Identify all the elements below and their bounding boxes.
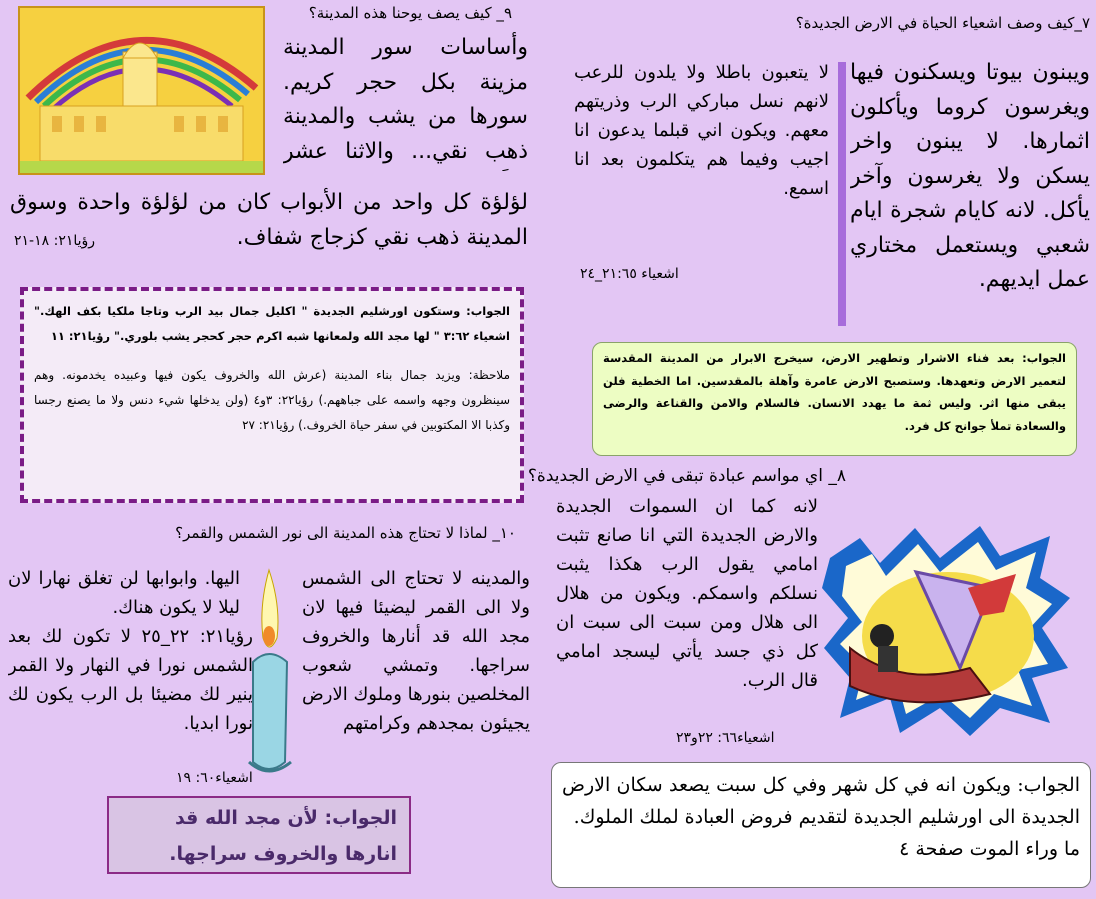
q8-answer-box (551, 762, 1091, 888)
q8-question: ٨_ اي مواسم عبادة تبقى في الارض الجديدة؟ (527, 466, 846, 486)
accent-bar (838, 62, 846, 326)
q10-answer-line2: انارها والخروف سراجها. (169, 843, 397, 865)
golden-city-image (18, 6, 265, 175)
q9-answer-box (20, 287, 524, 503)
q7-left-text: لا يتعبون باطلا ولا يلدون للرعب لانهم نسل مباركي الرب وذريتهم معهم. ويكون اني قبلما يدعون انا اجيب وفيما هم يتكلمون بعد انا اسمع. (574, 62, 829, 199)
candle-illustration (245, 566, 295, 780)
q10-ref: اشعياء٦٠: ١٩ (176, 770, 253, 786)
worship-illustration (820, 518, 1076, 740)
q8-source: ما وراء الموت صفحة ٤ (899, 838, 1080, 860)
q10-left-top: اليها. وابوابها لن تغلق نهارا لان ليلا لا يكون هناك. (8, 568, 240, 618)
q8-text: لانه كما ان السموات الجديدة والارض الجديدة التي انا صانع تثبت امامي يقول الرب هكذا يثبت نسلكم واسمكم. ويكون من هلال الى هلال ومن سبت الى سبت ان كل ذي جسد يأتي ليسجد امامي قال الرب. (556, 496, 818, 691)
q7-ref: اشعياء ٢١:٦٥_٢٤ (580, 266, 679, 282)
q10-answer-box (107, 796, 411, 874)
q9-ref: رؤيا٢١: ١٨-٢١ (14, 233, 96, 249)
q9-note: ملاحظة: ويزيد جمال بناء المدينة (عرش الله والخروف يكون فيها وعبيده يخدمونه. وهم سينظرون وجهه واسمه على جباههم.) رؤيا٢٢: ٣و٤ (ولن يدخلها شيء دنس ولا ما يصنع رجسا وكذبا الا المكتوبين في سفر حياة الخروف.) رؤيا٢١: ٢٧ (34, 368, 511, 432)
q8-ref: اشعياء٦٦: ٢٢و٢٣ (676, 730, 775, 746)
q7-right-text: ويبنون بيوتا ويسكنون فيها ويغرسون كروما ويأكلون اثمارها. لا يبنون واخر يسكن ولا يغرسون وآخر يأكل. لانه كايام شجرة ايام شعبي ويستعمل مختاري عمل ايديهم. (850, 60, 1090, 292)
q10-right-text: والمدينه لا تحتاج الى الشمس ولا الى القمر ليضيئا فيها لان مجد الله قد أنارها والخروف سراجها. وتمشي شعوب المخلصين بنورها وملوك الارض يجيئون بمجدهم وكرامتهم (302, 568, 530, 734)
q9-question: ٩_ كيف يصف يوحنا هذه المدينة؟ (308, 4, 512, 22)
q9-answer: الجواب: وستكون اورشليم الجديدة " اكليل جمال بيد الرب وتاجا ملكيا بكف الهك." اشعياء ٣:٦٢ " لها مجد الله ولمعانها شبه اكرم حجر كحجر يشب بلوري." رؤيا٢١: ١١ (34, 304, 510, 343)
q10-answer-line1: الجواب: لأن مجد الله قد (174, 807, 397, 829)
q10-left-mid: رؤيا٢١: ٢٢_٢٥ لا تكون لك بعد الشمس نورا في النهار ولا القمر ينير لك مضيئا بل الرب يكون لك نورا ابديا. (8, 626, 253, 734)
q10-question: ١٠_ لماذا لا تحتاج هذه المدينة الى نور الشمس والقمر؟ (175, 524, 516, 542)
q8-answer: الجواب: ويكون انه في كل شهر وفي كل سبت يصعد سكان الارض الجديدة الى اورشليم الجديدة لتقديم فروض العبادة لملك الملوك. (562, 774, 1080, 828)
q7-question: ٧_كيف وصف اشعياء الحياة في الارض الجديدة؟ (795, 14, 1090, 32)
q9-text-narrow: وأساسات سور المدينة مزينة بكل حجر كريم. سورها من يشب والمدينة ذهب نقي... والاثنا عشر (283, 35, 528, 164)
q7-answer: الجواب: بعد فناء الاشرار وتطهير الارض، سيخرج الابرار من المدينة المقدسة لتعمير الارض وتعهدها. وستصبح الارض عامرة وآهلة بالمقدسين. اما الخطية فلن يبقى منها اثر. وليس ثمة ما يهدد الانسان. فالسلام والامن والقناعة والرضى والسعادة تملأ جوانح كل فرد. (603, 351, 1066, 433)
q7-answer-box (592, 342, 1077, 456)
q9-text-wide: لؤلؤة كل واحد من الأبواب كان من لؤلؤة واحدة وسوق المدينة ذهب نقي كزجاج شفاف. (10, 190, 528, 250)
